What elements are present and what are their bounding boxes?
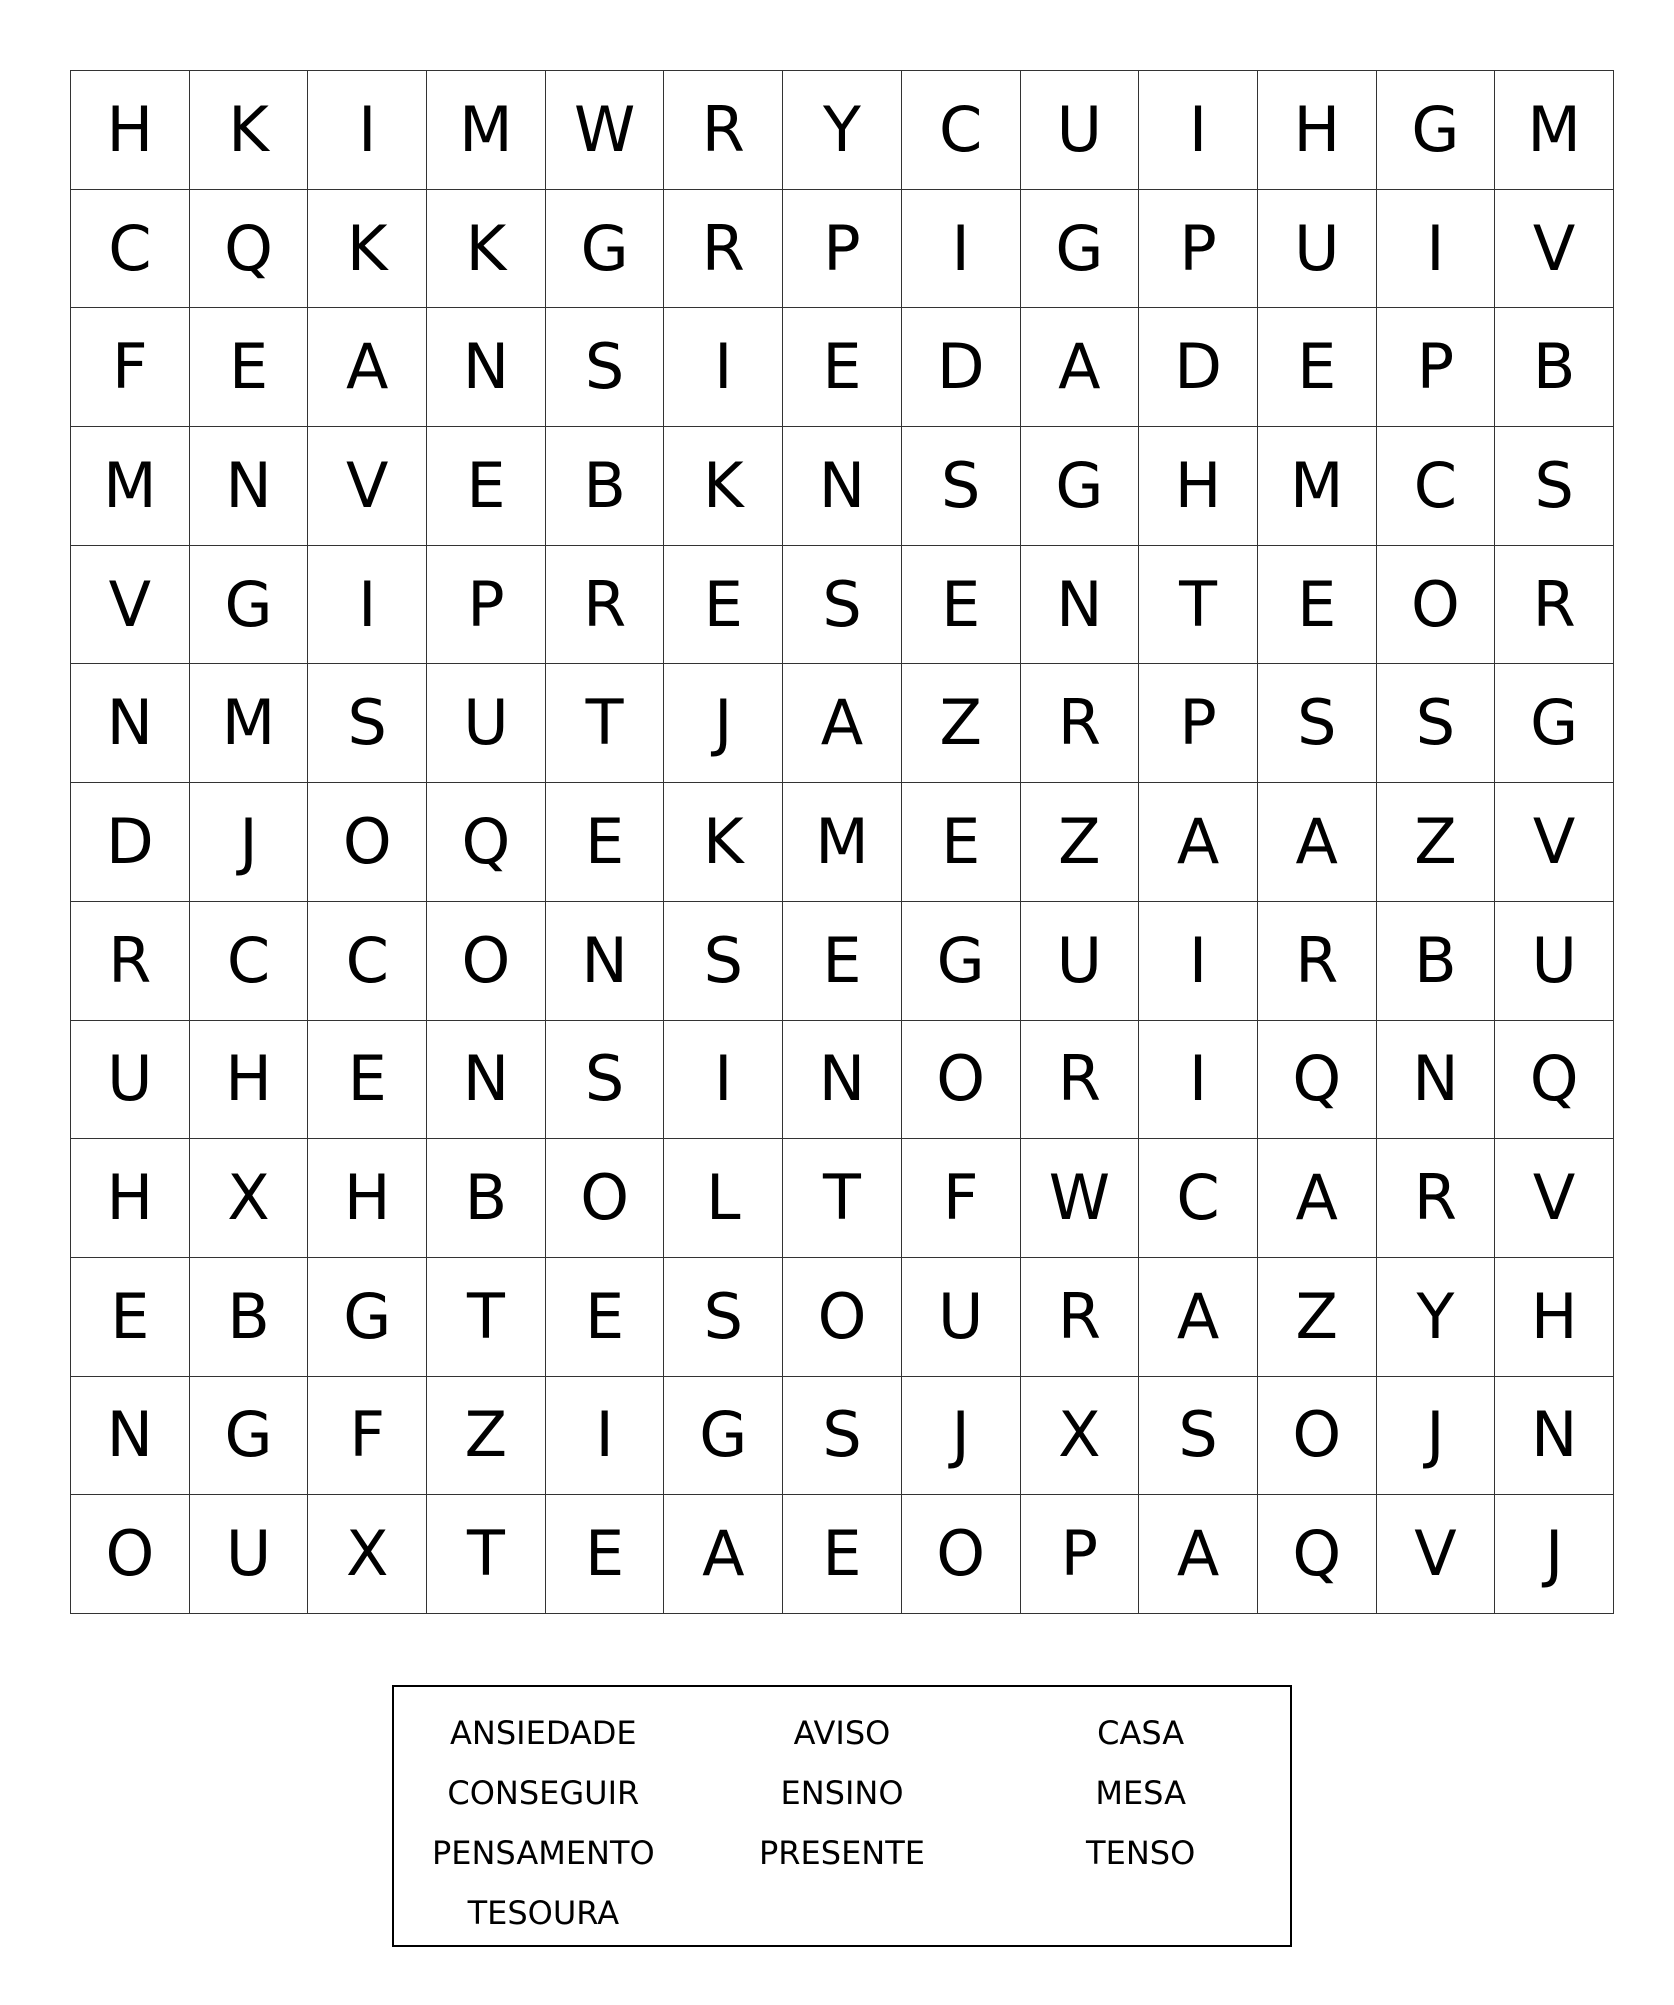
grid-cell[interactable]: Y — [1377, 1258, 1496, 1377]
grid-cell[interactable]: M — [1258, 427, 1377, 546]
grid-cell[interactable]: X — [190, 1139, 309, 1258]
grid-cell[interactable]: B — [546, 427, 665, 546]
grid-cell[interactable]: I — [308, 71, 427, 190]
grid-cell[interactable]: T — [546, 664, 665, 783]
grid-cell[interactable]: G — [1377, 71, 1496, 190]
word-list-item: ANSIEDADE — [450, 1714, 637, 1752]
grid-cell[interactable]: R — [664, 71, 783, 190]
grid-cell[interactable]: U — [902, 1258, 1021, 1377]
grid-cell[interactable]: O — [546, 1139, 665, 1258]
grid-cell[interactable]: A — [664, 1495, 783, 1614]
grid-cell[interactable]: S — [902, 427, 1021, 546]
grid-cell[interactable]: O — [1258, 1377, 1377, 1496]
grid-cell[interactable]: I — [1139, 1021, 1258, 1140]
grid-cell[interactable]: I — [1139, 902, 1258, 1021]
grid-cell[interactable]: C — [308, 902, 427, 1021]
grid-cell[interactable]: E — [783, 902, 902, 1021]
word-list-item: TESOURA — [467, 1894, 620, 1932]
grid-cell[interactable]: Y — [783, 71, 902, 190]
grid-cell[interactable]: K — [190, 71, 309, 190]
grid-cell[interactable]: X — [308, 1495, 427, 1614]
grid-cell[interactable]: J — [664, 664, 783, 783]
grid-cell[interactable]: G — [664, 1377, 783, 1496]
grid-cell[interactable]: E — [1258, 308, 1377, 427]
grid-cell[interactable]: R — [1021, 1258, 1140, 1377]
grid-cell[interactable]: E — [546, 1495, 665, 1614]
grid-cell[interactable]: M — [71, 427, 190, 546]
grid-cell[interactable]: U — [190, 1495, 309, 1614]
grid-cell[interactable]: Z — [902, 664, 1021, 783]
grid-cell[interactable]: N — [427, 308, 546, 427]
grid-cell[interactable]: N — [190, 427, 309, 546]
grid-cell[interactable]: Q — [190, 190, 309, 309]
grid-cell[interactable]: U — [71, 1021, 190, 1140]
grid-cell[interactable]: P — [1377, 308, 1496, 427]
grid-cell[interactable]: J — [1495, 1495, 1614, 1614]
grid-cell[interactable]: Q — [1258, 1495, 1377, 1614]
grid-cell[interactable]: O — [427, 902, 546, 1021]
grid-cell[interactable]: Q — [1258, 1021, 1377, 1140]
word-list-item: PENSAMENTO — [431, 1834, 655, 1872]
grid-cell[interactable]: E — [71, 1258, 190, 1377]
grid-cell[interactable]: M — [427, 71, 546, 190]
grid-cell[interactable]: E — [546, 1258, 665, 1377]
grid-cell[interactable]: U — [427, 664, 546, 783]
grid-cell[interactable]: N — [783, 427, 902, 546]
grid-cell[interactable]: V — [308, 427, 427, 546]
grid-cell[interactable]: S — [783, 1377, 902, 1496]
grid-cell[interactable]: B — [190, 1258, 309, 1377]
grid-cell[interactable]: A — [308, 308, 427, 427]
grid-cell[interactable]: O — [783, 1258, 902, 1377]
grid-cell[interactable]: A — [1258, 783, 1377, 902]
grid-cell[interactable]: P — [1139, 664, 1258, 783]
grid-cell[interactable]: S — [1495, 427, 1614, 546]
grid-cell[interactable]: T — [427, 1495, 546, 1614]
word-list-item: MESA — [1095, 1774, 1186, 1812]
grid-cell[interactable]: E — [902, 546, 1021, 665]
grid-cell[interactable]: A — [1021, 308, 1140, 427]
grid-cell[interactable]: R — [1258, 902, 1377, 1021]
grid-cell[interactable]: G — [308, 1258, 427, 1377]
grid-cell[interactable]: M — [190, 664, 309, 783]
grid-cell[interactable]: G — [1495, 664, 1614, 783]
grid-cell[interactable]: U — [1021, 902, 1140, 1021]
grid-cell[interactable]: N — [1377, 1021, 1496, 1140]
grid-cell[interactable]: S — [664, 1258, 783, 1377]
grid-cell[interactable]: G — [546, 190, 665, 309]
grid-cell[interactable]: H — [71, 1139, 190, 1258]
grid-cell[interactable]: P — [1139, 190, 1258, 309]
grid-cell[interactable]: P — [427, 546, 546, 665]
grid-cell[interactable]: F — [902, 1139, 1021, 1258]
grid-cell[interactable]: E — [664, 546, 783, 665]
grid-cell[interactable]: S — [546, 1021, 665, 1140]
grid-cell[interactable]: N — [783, 1021, 902, 1140]
grid-cell[interactable]: G — [1021, 190, 1140, 309]
grid-cell[interactable]: I — [308, 546, 427, 665]
grid-cell[interactable]: W — [546, 71, 665, 190]
grid-cell[interactable]: F — [308, 1377, 427, 1496]
grid-cell[interactable]: C — [902, 71, 1021, 190]
word-list-item: AVISO — [793, 1714, 891, 1752]
word-list — [392, 1685, 1292, 1947]
grid-cell[interactable]: N — [71, 664, 190, 783]
grid-cell[interactable]: E — [190, 308, 309, 427]
grid-cell[interactable]: E — [783, 1495, 902, 1614]
grid-cell[interactable]: B — [1377, 902, 1496, 1021]
grid-cell[interactable]: S — [1258, 664, 1377, 783]
grid-cell[interactable]: C — [190, 902, 309, 1021]
grid-cell[interactable]: I — [664, 308, 783, 427]
grid-cell[interactable]: M — [783, 783, 902, 902]
grid-cell[interactable]: E — [546, 783, 665, 902]
grid-cell[interactable]: M — [1495, 71, 1614, 190]
grid-cell[interactable]: K — [664, 783, 783, 902]
grid-cell[interactable]: R — [1495, 546, 1614, 665]
grid-cell[interactable]: E — [427, 427, 546, 546]
letter-grid — [70, 70, 1614, 1614]
grid-cell[interactable]: A — [1139, 783, 1258, 902]
grid-cell[interactable]: S — [664, 902, 783, 1021]
grid-cell[interactable]: V — [1495, 783, 1614, 902]
grid-cell[interactable]: C — [1139, 1139, 1258, 1258]
grid-cell[interactable]: U — [1021, 71, 1140, 190]
grid-cell[interactable]: R — [1021, 1021, 1140, 1140]
grid-cell[interactable]: A — [783, 664, 902, 783]
grid-cell[interactable]: R — [664, 190, 783, 309]
grid-cell[interactable]: O — [1377, 546, 1496, 665]
grid-cell[interactable]: T — [427, 1258, 546, 1377]
grid-cell[interactable]: A — [1139, 1258, 1258, 1377]
grid-cell[interactable]: K — [664, 427, 783, 546]
grid-cell[interactable]: H — [1258, 71, 1377, 190]
grid-cell[interactable]: S — [546, 308, 665, 427]
grid-cell[interactable]: N — [427, 1021, 546, 1140]
grid-cell[interactable]: T — [783, 1139, 902, 1258]
grid-cell[interactable]: N — [1495, 1377, 1614, 1496]
grid-cell[interactable]: Z — [427, 1377, 546, 1496]
grid-cell[interactable]: G — [190, 546, 309, 665]
grid-cell[interactable]: Z — [1377, 783, 1496, 902]
grid-cell[interactable]: F — [71, 308, 190, 427]
grid-cell[interactable]: H — [190, 1021, 309, 1140]
grid-cell[interactable]: E — [1258, 546, 1377, 665]
grid-cell[interactable]: D — [1139, 308, 1258, 427]
grid-cell[interactable]: L — [664, 1139, 783, 1258]
grid-cell[interactable]: N — [71, 1377, 190, 1496]
grid-cell[interactable]: X — [1021, 1377, 1140, 1496]
grid-cell[interactable]: R — [1377, 1139, 1496, 1258]
grid-cell[interactable]: V — [1495, 1139, 1614, 1258]
grid-cell[interactable]: H — [1139, 427, 1258, 546]
grid-cell[interactable]: B — [1495, 308, 1614, 427]
word-list-item: TENSO — [1086, 1834, 1196, 1872]
grid-cell[interactable]: I — [1377, 190, 1496, 309]
grid-cell[interactable]: S — [1377, 664, 1496, 783]
grid-cell[interactable]: B — [427, 1139, 546, 1258]
grid-cell[interactable]: K — [427, 190, 546, 309]
grid-cell[interactable]: J — [1377, 1377, 1496, 1496]
grid-cell[interactable]: Q — [427, 783, 546, 902]
grid-cell[interactable]: O — [902, 1021, 1021, 1140]
grid-cell[interactable]: H — [71, 71, 190, 190]
grid-cell[interactable]: N — [546, 902, 665, 1021]
grid-cell[interactable]: G — [902, 902, 1021, 1021]
grid-cell[interactable]: J — [902, 1377, 1021, 1496]
grid-cell[interactable]: G — [190, 1377, 309, 1496]
grid-cell[interactable]: A — [1258, 1139, 1377, 1258]
word-list-item: CONSEGUIR — [447, 1774, 640, 1812]
grid-cell[interactable]: J — [190, 783, 309, 902]
grid-cell[interactable]: N — [1021, 546, 1140, 665]
grid-cell[interactable]: R — [71, 902, 190, 1021]
grid-cell[interactable]: Z — [1258, 1258, 1377, 1377]
grid-cell[interactable]: I — [546, 1377, 665, 1496]
grid-cell[interactable]: E — [902, 783, 1021, 902]
grid-cell[interactable]: S — [783, 546, 902, 665]
grid-cell[interactable]: G — [1021, 427, 1140, 546]
grid-cell[interactable]: C — [1377, 427, 1496, 546]
grid-cell[interactable]: D — [902, 308, 1021, 427]
grid-cell[interactable]: K — [308, 190, 427, 309]
grid-cell[interactable]: U — [1258, 190, 1377, 309]
grid-cell[interactable]: O — [71, 1495, 190, 1614]
grid-cell[interactable]: E — [783, 308, 902, 427]
grid-cell[interactable]: O — [308, 783, 427, 902]
word-list-item: PRESENTE — [759, 1834, 925, 1872]
grid-cell[interactable]: C — [71, 190, 190, 309]
grid-cell[interactable]: V — [1377, 1495, 1496, 1614]
grid-cell[interactable]: Q — [1495, 1021, 1614, 1140]
grid-cell[interactable]: H — [308, 1139, 427, 1258]
grid-cell[interactable]: U — [1495, 902, 1614, 1021]
grid-cell[interactable]: Z — [1021, 783, 1140, 902]
word-list-item: ENSINO — [780, 1774, 904, 1812]
grid-cell[interactable]: S — [308, 664, 427, 783]
grid-cell[interactable]: S — [1139, 1377, 1258, 1496]
grid-cell[interactable]: R — [546, 546, 665, 665]
grid-cell[interactable]: P — [1021, 1495, 1140, 1614]
grid-cell[interactable]: R — [1021, 664, 1140, 783]
grid-cell[interactable]: O — [902, 1495, 1021, 1614]
grid-cell[interactable]: A — [1139, 1495, 1258, 1614]
grid-cell[interactable]: I — [664, 1021, 783, 1140]
word-list-item: CASA — [1097, 1714, 1185, 1752]
grid-cell[interactable]: V — [71, 546, 190, 665]
grid-cell[interactable]: W — [1021, 1139, 1140, 1258]
grid-cell[interactable]: I — [902, 190, 1021, 309]
grid-cell[interactable]: P — [783, 190, 902, 309]
grid-cell[interactable]: E — [308, 1021, 427, 1140]
grid-cell[interactable]: D — [71, 783, 190, 902]
grid-cell[interactable]: T — [1139, 546, 1258, 665]
grid-cell[interactable]: H — [1495, 1258, 1614, 1377]
grid-cell[interactable]: I — [1139, 71, 1258, 190]
grid-cell[interactable]: V — [1495, 190, 1614, 309]
